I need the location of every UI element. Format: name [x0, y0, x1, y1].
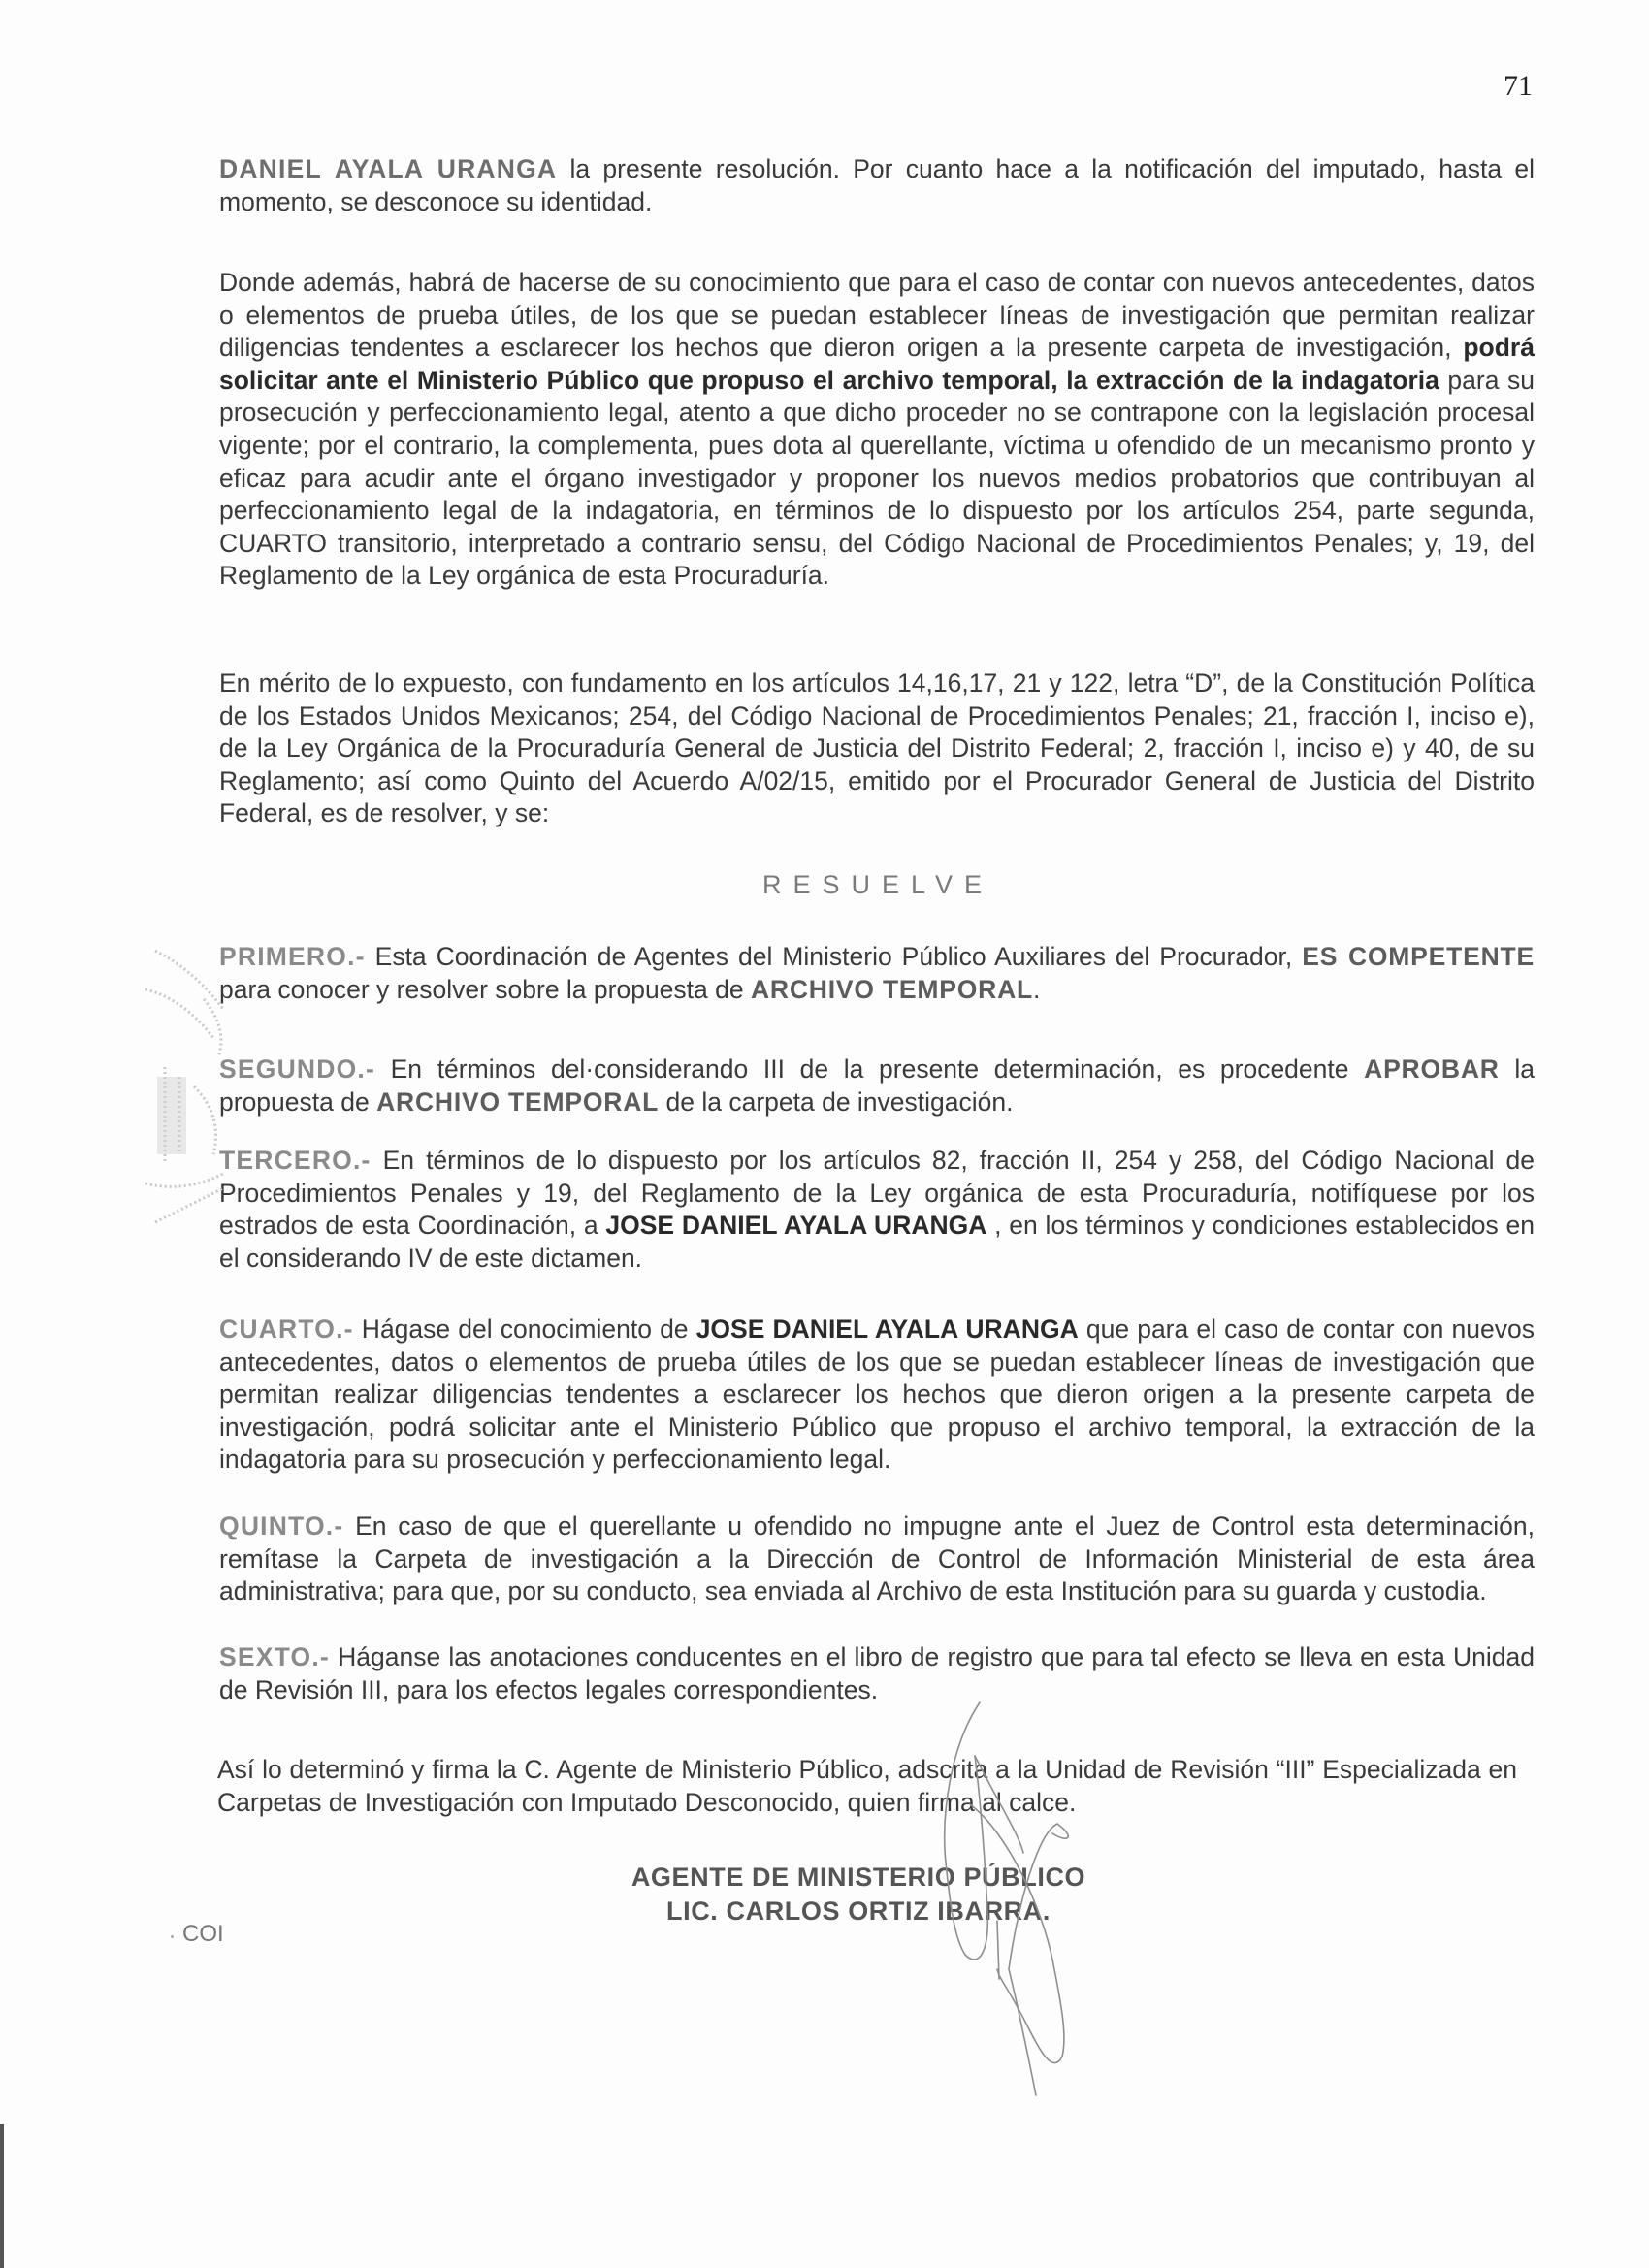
defendant-name: JOSE DANIEL AYALA URANGA [695, 1314, 1079, 1344]
paragraph-text: la presente resolución. Por cuanto hace a la notificación del imputado, hasta el momento, se desconoce su identidad. [219, 154, 1535, 216]
resolution-label: SEXTO.- [219, 1642, 330, 1671]
bold-term: APROBAR [1364, 1054, 1500, 1084]
paragraph-legal-basis [219, 667, 1535, 830]
resolution-text: Esta Coordinación de Agentes del Ministerio Público Auxiliares del Procurador, [365, 942, 1303, 971]
resolution-tercero [219, 1145, 1535, 1275]
defendant-name: DANIEL AYALA URANGA [219, 154, 558, 183]
resolution-text: la propuesta de [219, 1054, 1535, 1117]
scan-edge-line [0, 2124, 4, 2268]
paragraph-text: para su prosecución y perfeccionamiento legal, atento a que dicho proceder no se contrapone con la legislación procesal vigente; por el contrario, la complementa, pues dota al querellante, víctima u ofendido de un mecanismo pronto y eficaz para acudir ante el órgano investigador y proponer los nuevos medios probatorios que contribuyan al perfeccionamiento legal de la indagatoria, en términos de lo dispuesto por los artículos 254, parte segunda, CUARTO transitorio, interpretado a contrario sensu, del Código Nacional de Procedimientos Penales; y, 19, del Reglamento de la Ley orgánica de esta Procuraduría. [219, 365, 1535, 591]
closing-text: Así lo determinó y firma la C. Agente de Ministerio Público, adscrita a la Unidad de Revisión “III” Especializada en Carpetas de Investigación con Imputado Desconocido, quien firma al calce. [217, 1755, 1517, 1817]
resolution-label: CUARTO.- [219, 1314, 354, 1344]
bold-clause: podrá solicitar ante el Ministerio Público que propuso el archivo temporal, la extracción de la indagatoria [219, 333, 1535, 395]
resolution-primero [219, 941, 1535, 1006]
resolution-text: En términos del·considerando III de la presente determinación, es procedente [374, 1054, 1365, 1084]
initials: COI [182, 1921, 224, 1947]
page-number: 71 [1504, 70, 1533, 102]
resolution-quinto [219, 1510, 1535, 1608]
resolution-label: TERCERO.- [219, 1146, 372, 1175]
resolution-text: para conocer y resolver sobre la propuesta de [219, 974, 751, 1004]
defendant-name: JOSE DANIEL AYALA URANGA [605, 1211, 987, 1241]
resuelve-heading: RESUELVE [762, 870, 994, 899]
scan-speck [171, 1935, 174, 1938]
resolution-text: Hágase del conocimiento de [353, 1314, 696, 1344]
resolution-text: que para el caso de contar con nuevos antecedentes, datos o elementos de prueba útiles de los que se puedan establecer líneas de investigación que permitan realizar diligencias tendentes a esclarecer los hechos que dieron origen a la presente carpeta de investigación, podrá solicitar ante el Ministerio Público que propuso el archivo temporal, la extracción de la indagatoria para su prosecución y perfeccionamiento legal. [219, 1314, 1535, 1474]
paragraph-text: En mérito de lo expuesto, con fundamento en los artículos 14,16,17, 21 y 122, letra “D”, de la Constitución Política de los Estados Unidos Mexicanos; 254, del Código Nacional de Procedimientos Penales; 21, fracción I, inciso e), de la Ley Orgánica de la Procuraduría General de Justicia del Distrito Federal; 2, fracción I, inciso e) y 40, de su Reglamento; así como Quinto del Acuerdo A/02/15, emitido por el Procurador General de Justicia del Distrito Federal, es de resolver, y se: [219, 668, 1535, 828]
resolution-text: Háganse las anotaciones conducentes en el libro de registro que para tal efecto se lleva en esta Unidad de Revisión III, para los efectos legales correspondientes. [219, 1642, 1535, 1704]
handwritten-signature [873, 1688, 1125, 2115]
resolution-cuarto [219, 1313, 1535, 1476]
resolution-text: En caso de que el querellante u ofendido no impugne ante el Juez de Control esta determinación, remítase la Carpeta de investigación a la Dirección de Control de Información Ministerial de esta área administrativa; para que, por su conducto, sea enviada al Archivo de esta Institución para su guarda y custodia. [219, 1511, 1535, 1606]
resolution-text: . [1033, 974, 1041, 1004]
resolution-text: , en los términos y condiciones establecidos en el considerando IV de este dictamen. [219, 1211, 1535, 1273]
bold-term: ES COMPETENTE [1302, 942, 1535, 971]
paragraph-text: Donde además, habrá de hacerse de su conocimiento que para el caso de contar con nuevos antecedentes, datos o elementos de prueba útiles, de los que se puedan establecer líneas de investigación que permitan realizar diligencias tendentes a esclarecer los hechos que dieron origen a la presente carpeta de investigación, [219, 268, 1535, 363]
resolution-text: de la carpeta de investigación. [659, 1086, 1014, 1117]
closing-paragraph [217, 1754, 1517, 1819]
bold-term: ARCHIVO TEMPORAL [750, 974, 1034, 1004]
resolution-label: QUINTO.- [219, 1511, 344, 1540]
signer-title: AGENTE DE MINISTERIO PÚBLICO [630, 1863, 1086, 1892]
resolution-text: En términos de lo dispuesto por los artículos 82, fracción II, 254 y 258, del Código Nacional de Procedimientos Penales y 19, del Reglamento de la Ley orgánica de esta Procuraduría, notifíquese por los estrados de esta Coordinación, a [219, 1146, 1535, 1241]
resolution-segundo [219, 1053, 1535, 1118]
paragraph-notification [219, 153, 1535, 218]
faded-stamp-icon [136, 931, 242, 1242]
bold-term: ARCHIVO TEMPORAL [376, 1086, 660, 1117]
paragraph-new-evidence [219, 267, 1535, 593]
signer-name: LIC. CARLOS ORTIZ IBARRA. [666, 1896, 1051, 1926]
resolution-label: PRIMERO.- [219, 942, 366, 971]
resolution-label: SEGUNDO.- [219, 1054, 375, 1084]
